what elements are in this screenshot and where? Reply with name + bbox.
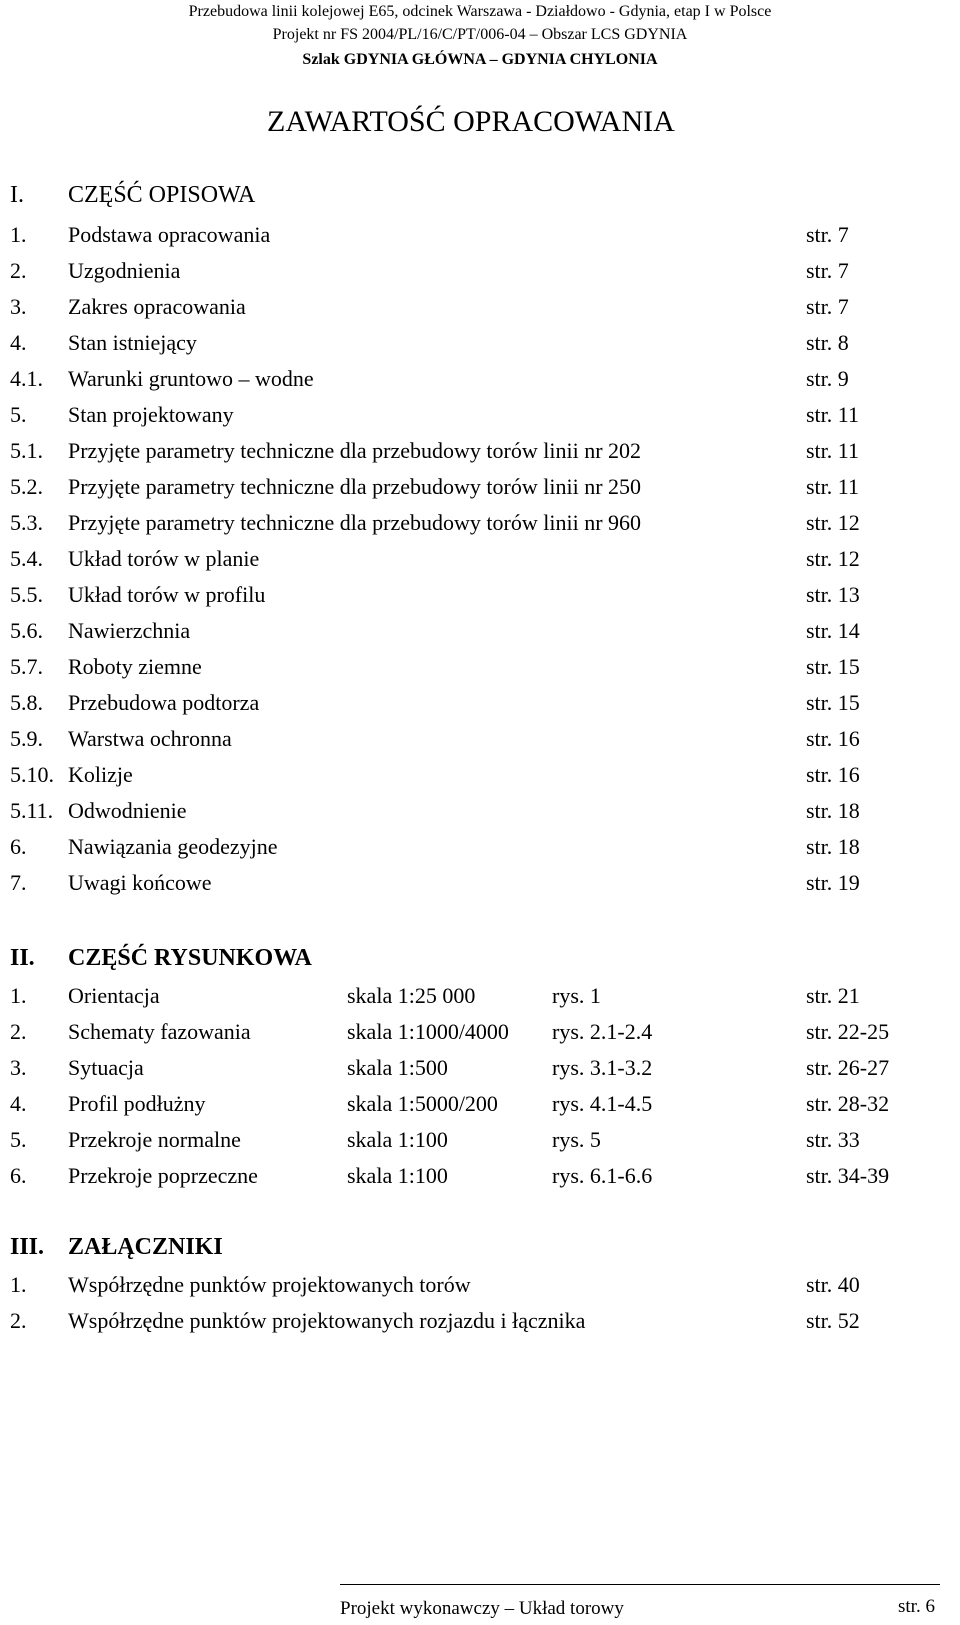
item-page: str. 11 [806, 474, 859, 499]
item-label: Układ torów w profilu [68, 582, 266, 607]
toc-row [10, 1019, 930, 1049]
footer-document-name: Projekt wykonawczy – Układ torowy [340, 1598, 624, 1619]
toc-row [10, 258, 930, 288]
page-title: ZAWARTOŚĆ OPRACOWANIA [267, 105, 675, 138]
toc-row [10, 330, 930, 360]
item-page: str. 7 [806, 258, 849, 283]
item-label: Uzgodnienia [68, 258, 181, 283]
footer-page-number: str. 6 [898, 1596, 935, 1617]
item-label: Przyjęte parametry techniczne dla przebudowy torów linii nr 960 [68, 510, 642, 535]
item-page: str. 18 [806, 834, 860, 859]
item-number: 4.1. [10, 366, 43, 391]
item-number: 5. [10, 1127, 27, 1152]
item-number: 4. [10, 330, 27, 355]
item-number: 1. [10, 1272, 27, 1297]
section-number: II. [10, 945, 35, 971]
item-label: Współrzędne punktów projektowanych rozjazdu i łącznika [68, 1308, 586, 1333]
item-number: 5.7. [10, 654, 43, 679]
item-drawing-ref: rys. 2.1-2.4 [552, 1019, 653, 1044]
item-number: 5.5. [10, 582, 43, 607]
item-page: str. 7 [806, 294, 849, 319]
item-label: Zakres opracowania [68, 294, 246, 319]
item-label: Przyjęte parametry techniczne dla przebudowy torów linii nr 202 [68, 438, 642, 463]
item-label: Kolizje [68, 762, 133, 787]
item-label: Nawiązania geodezyjne [68, 834, 278, 859]
item-number: 2. [10, 258, 27, 283]
item-number: 5.9. [10, 726, 43, 751]
toc-row [10, 983, 930, 1013]
item-page: str. 22-25 [806, 1019, 890, 1044]
section-number: III. [10, 1234, 45, 1260]
item-scale: skala 1:100 [347, 1127, 448, 1152]
item-label: Układ torów w planie [68, 546, 260, 571]
item-label: Odwodnienie [68, 798, 187, 823]
item-label: Uwagi końcowe [68, 870, 212, 895]
item-label: Przebudowa podtorza [68, 690, 260, 715]
item-page: str. 33 [806, 1127, 860, 1152]
item-page: str. 52 [806, 1308, 860, 1333]
item-number: 5.6. [10, 618, 43, 643]
item-page: str. 28-32 [806, 1091, 890, 1116]
item-drawing-ref: rys. 3.1-3.2 [552, 1055, 653, 1080]
item-scale: skala 1:25 000 [347, 983, 476, 1008]
item-scale: skala 1:1000/4000 [347, 1019, 509, 1044]
toc-row [10, 654, 930, 684]
item-page: str. 16 [806, 726, 860, 751]
toc-row [10, 1055, 930, 1085]
item-label: Orientacja [68, 983, 160, 1008]
item-page: str. 26-27 [806, 1055, 890, 1080]
toc-row [10, 1163, 930, 1193]
item-label: Schematy fazowania [68, 1019, 251, 1044]
toc-row [10, 294, 930, 324]
toc-row [10, 1308, 930, 1338]
toc-row [10, 618, 930, 648]
item-page: str. 11 [806, 402, 859, 427]
header-line-1: Przebudowa linii kolejowej E65, odcinek Warszawa - Działdowo - Gdynia, etap I w Polsce [188, 3, 772, 20]
item-page: str. 18 [806, 798, 860, 823]
section-title: CZĘŚĆ OPISOWA [68, 182, 256, 208]
toc-row [10, 546, 930, 576]
toc-row [10, 762, 930, 792]
item-number: 5.2. [10, 474, 43, 499]
item-number: 1. [10, 983, 27, 1008]
item-label: Współrzędne punktów projektowanych torów [68, 1272, 471, 1297]
item-number: 5.3. [10, 510, 43, 535]
item-page: str. 15 [806, 654, 860, 679]
item-label: Stan istniejący [68, 330, 197, 355]
toc-row [10, 474, 930, 504]
item-number: 5.8. [10, 690, 43, 715]
item-label: Podstawa opracowania [68, 222, 271, 247]
toc-row [10, 1091, 930, 1121]
toc-row [10, 798, 930, 828]
item-number: 5. [10, 402, 27, 427]
item-page: str. 7 [806, 222, 849, 247]
toc-row [10, 366, 930, 396]
item-page: str. 12 [806, 546, 860, 571]
item-label: Przekroje poprzeczne [68, 1163, 258, 1188]
item-scale: skala 1:5000/200 [347, 1091, 498, 1116]
item-drawing-ref: rys. 6.1-6.6 [552, 1163, 653, 1188]
footer-rule [340, 1584, 940, 1585]
toc-row [10, 222, 930, 252]
section-title: CZĘŚĆ RYSUNKOWA [68, 945, 312, 971]
item-page: str. 12 [806, 510, 860, 535]
item-page: str. 16 [806, 762, 860, 787]
toc-row [10, 402, 930, 432]
toc-row [10, 438, 930, 468]
item-scale: skala 1:100 [347, 1163, 448, 1188]
toc-row [10, 510, 930, 540]
toc-row [10, 834, 930, 864]
item-page: str. 40 [806, 1272, 860, 1297]
item-number: 6. [10, 834, 27, 859]
item-label: Sytuacja [68, 1055, 144, 1080]
item-number: 2. [10, 1308, 27, 1333]
item-drawing-ref: rys. 1 [552, 983, 601, 1008]
item-drawing-ref: rys. 5 [552, 1127, 601, 1152]
item-label: Warunki gruntowo – wodne [68, 366, 314, 391]
header-line-2: Projekt nr FS 2004/PL/16/C/PT/006-04 – Obszar LCS GDYNIA [272, 26, 688, 43]
item-page: str. 19 [806, 870, 860, 895]
item-page: str. 13 [806, 582, 860, 607]
toc-row [10, 690, 930, 720]
item-number: 5.11. [10, 798, 54, 823]
item-label: Profil podłużny [68, 1091, 206, 1116]
item-number: 5.1. [10, 438, 43, 463]
item-number: 5.4. [10, 546, 43, 571]
item-label: Przekroje normalne [68, 1127, 241, 1152]
item-number: 3. [10, 294, 27, 319]
item-label: Roboty ziemne [68, 654, 202, 679]
item-page: str. 21 [806, 983, 860, 1008]
item-number: 3. [10, 1055, 27, 1080]
item-number: 4. [10, 1091, 27, 1116]
item-drawing-ref: rys. 4.1-4.5 [552, 1091, 653, 1116]
toc-row [10, 726, 930, 756]
toc-row [10, 1272, 930, 1302]
item-page: str. 9 [806, 366, 849, 391]
item-number: 6. [10, 1163, 27, 1188]
item-page: str. 34-39 [806, 1163, 890, 1188]
item-label: Stan projektowany [68, 402, 234, 427]
section-number: I. [10, 182, 24, 208]
item-number: 2. [10, 1019, 27, 1044]
toc-row [10, 1127, 930, 1157]
item-page: str. 8 [806, 330, 849, 355]
item-page: str. 15 [806, 690, 860, 715]
item-number: 5.10. [10, 762, 54, 787]
item-page: str. 14 [806, 618, 860, 643]
item-label: Przyjęte parametry techniczne dla przebudowy torów linii nr 250 [68, 474, 642, 499]
section-title: ZAŁĄCZNIKI [68, 1234, 223, 1260]
item-number: 7. [10, 870, 27, 895]
toc-row [10, 582, 930, 612]
item-number: 1. [10, 222, 27, 247]
toc-row [10, 870, 930, 900]
item-label: Nawierzchnia [68, 618, 191, 643]
item-page: str. 11 [806, 438, 859, 463]
item-label: Warstwa ochronna [68, 726, 232, 751]
item-scale: skala 1:500 [347, 1055, 448, 1080]
header-line-3: Szlak GDYNIA GŁÓWNA – GDYNIA CHYLONIA [302, 51, 658, 68]
